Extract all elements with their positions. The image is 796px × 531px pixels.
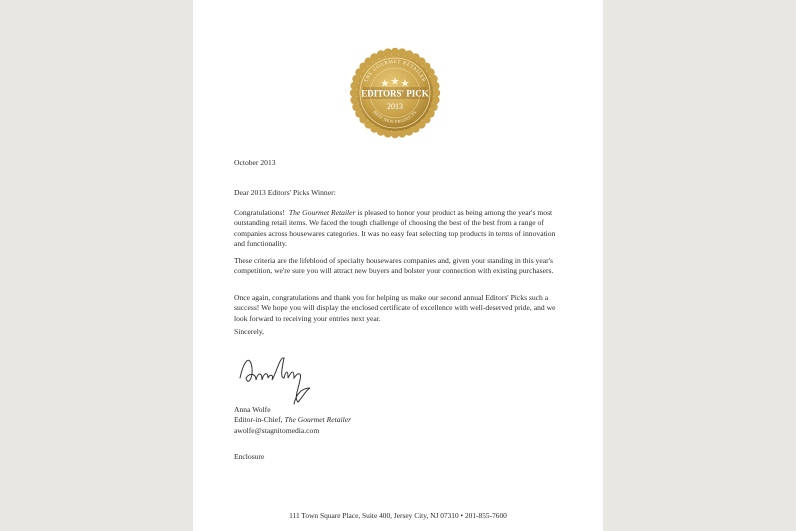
signer-email: awolfe@stagnitomedia.com bbox=[234, 425, 320, 435]
seal-arc-top: THE GOURMET RETAILER bbox=[364, 59, 426, 84]
handwritten-signature bbox=[236, 348, 318, 406]
p1-rest: is pleased to honor your product as being among the year's most outstanding retail items. We faced the tough challenge of choosing the best of the best from a range of companies across housewares categories. It was no easy feat selecting top products in terms of innovation and functionality. bbox=[234, 208, 556, 249]
seal-year: 2013 bbox=[387, 102, 403, 111]
editors-pick-seal bbox=[348, 46, 442, 140]
signer-title bbox=[234, 415, 351, 425]
letter-paragraph-1 bbox=[234, 208, 560, 250]
signer-name: Anna Wolfe bbox=[234, 405, 271, 414]
letter-paragraph-3: Once again, congratulations and thank you for helping us make our second annual Editors' Picks such a success! We hope you will display the enclosed certificate of excellence with well-deserved pride, and we look forward to receiving your entries next year. bbox=[234, 293, 556, 323]
signer-block bbox=[234, 405, 351, 436]
p1-publication: The Gourmet Retailer bbox=[288, 208, 356, 217]
seal-scallop bbox=[391, 48, 399, 56]
letter-footer-address: 111 Town Square Place, Suite 400, Jersey City, NJ 07310 • 201-855-7600 bbox=[289, 511, 507, 520]
seal-title: EDITORS' PICK bbox=[361, 88, 429, 99]
letter-salutation: Dear 2013 Editors' Picks Winner: bbox=[234, 188, 336, 197]
letter-closing: Sincerely, bbox=[234, 327, 265, 336]
seal-scallop bbox=[432, 89, 440, 97]
letter-paragraph-2: These criteria are the lifeblood of specialty housewares companies and, given your standing in this year's competition, we're sure you will attract new buyers and bolster your connection with existing purchasers. bbox=[234, 256, 554, 276]
letter-date: October 2013 bbox=[234, 158, 276, 167]
signer-title-prefix: Editor-in-Chief, bbox=[234, 415, 285, 425]
signer-title-publication: The Gourmet Retailer bbox=[284, 415, 352, 425]
seal-arc-bottom: BEST NEW PRODUCTS bbox=[372, 109, 418, 125]
p1-start: Congratulations! bbox=[234, 208, 286, 217]
seal-scallop bbox=[350, 89, 358, 97]
seal-scallop bbox=[391, 130, 399, 138]
enclosure-note: Enclosure bbox=[234, 452, 265, 461]
